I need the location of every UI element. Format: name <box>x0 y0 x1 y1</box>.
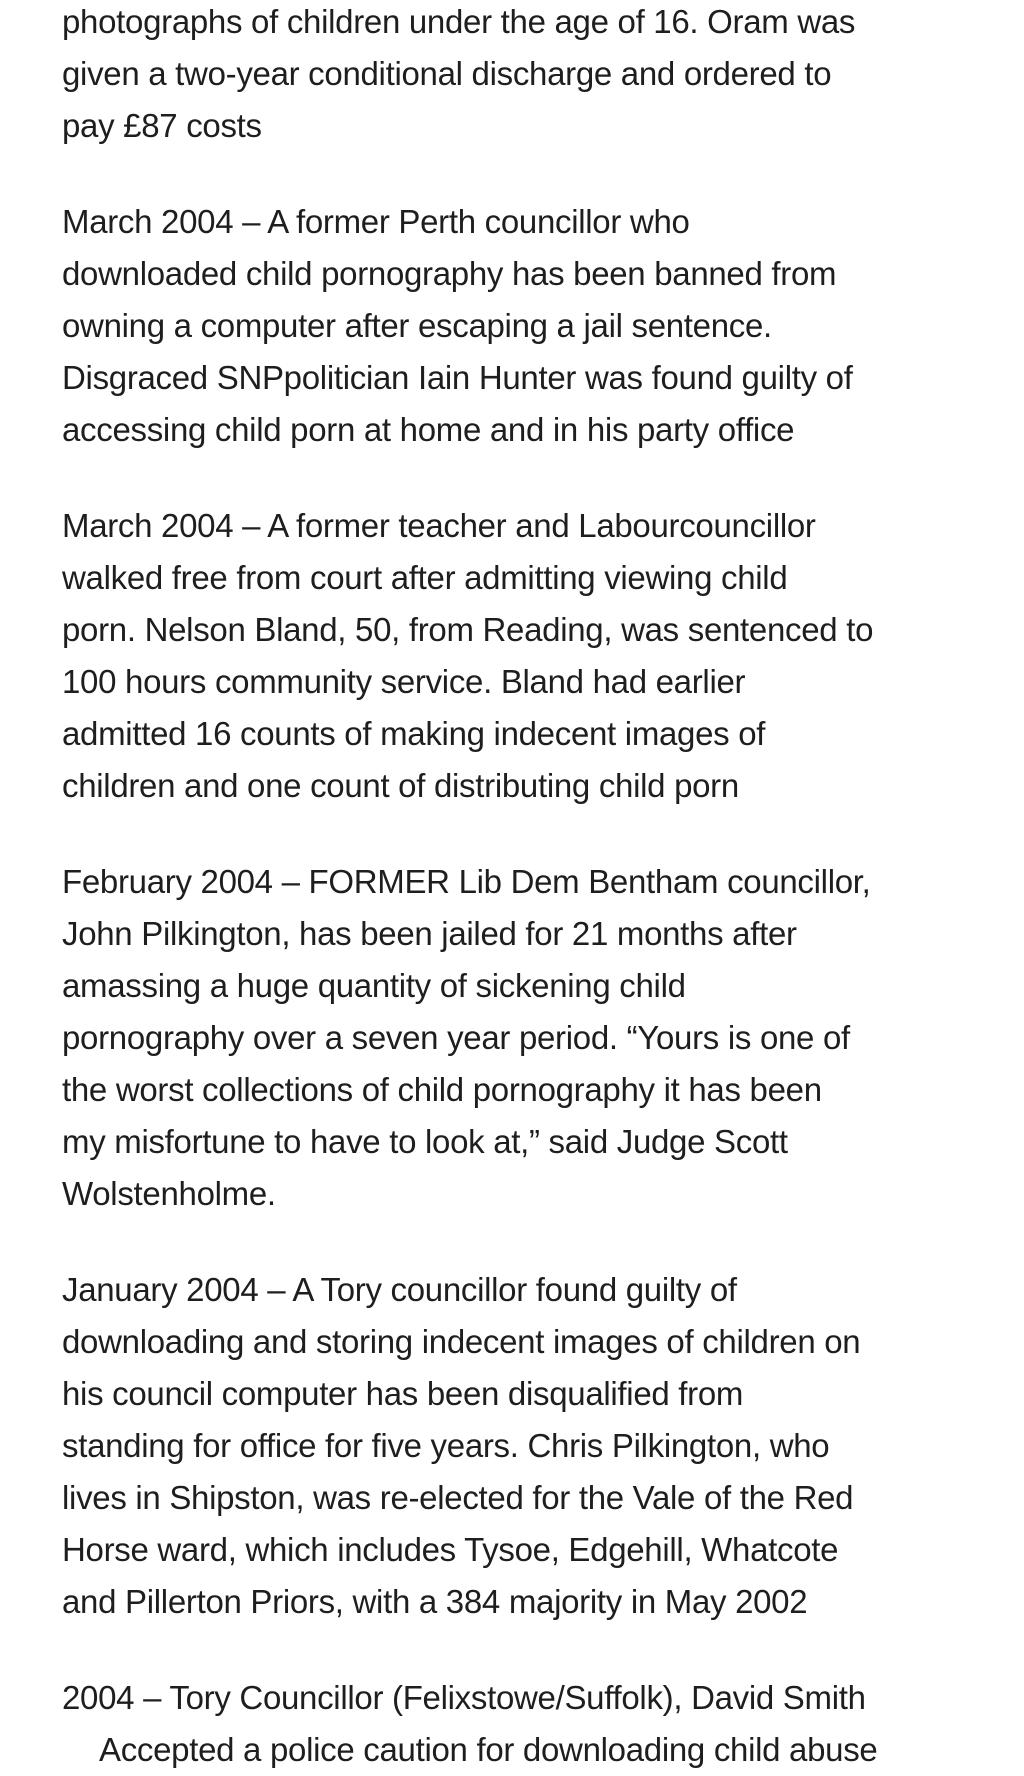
text-line: 2004 – Tory Councillor (Felixstowe/Suffolk), David Smith <box>62 1679 866 1716</box>
text-line: downloading and storing indecent images of children on <box>62 1323 861 1360</box>
paragraph <box>62 0 994 152</box>
text-line: amassing a huge quantity of sickening child <box>62 967 686 1004</box>
text-line: his council computer has been disqualified from <box>62 1375 744 1412</box>
text-line: March 2004 – A former Perth councillor who <box>62 203 690 240</box>
text-line: February 2004 – FORMER Lib Dem Bentham councillor, <box>62 863 871 900</box>
document-text <box>62 0 994 1776</box>
text-line: Disgraced SNPpolitician Iain Hunter was found guilty of <box>62 359 853 396</box>
text-line: children and one count of distributing child porn <box>62 767 739 804</box>
text-line: standing for office for five years. Chris Pilkington, who <box>62 1427 830 1464</box>
text-line: Horse ward, which includes Tysoe, Edgehill, Whatcote <box>62 1531 839 1568</box>
text-line: admitted 16 counts of making indecent images of <box>62 715 766 752</box>
text-line: the worst collections of child pornography it has been <box>62 1071 822 1108</box>
text-line: lives in Shipston, was re-elected for the Vale of the Red <box>62 1479 854 1516</box>
text-line: my misfortune to have to look at,” said Judge Scott <box>62 1123 788 1160</box>
text-line: owning a computer after escaping a jail sentence. <box>62 307 772 344</box>
text-line: downloaded child pornography has been banned from <box>62 255 837 292</box>
paragraph <box>62 1264 994 1628</box>
text-line: walked free from court after admitting viewing child <box>62 559 788 596</box>
text-line: accessing child porn at home and in his party office <box>62 411 795 448</box>
paragraph <box>62 500 994 812</box>
paragraph <box>62 856 994 1220</box>
paragraph <box>62 196 994 456</box>
text-line: January 2004 – A Tory councillor found guilty of <box>62 1271 737 1308</box>
text-line: given a two-year conditional discharge and ordered to <box>62 55 832 92</box>
text-line: Wolstenholme. <box>62 1175 276 1212</box>
text-line: pay £87 costs <box>62 107 262 144</box>
paragraph <box>62 1672 994 1776</box>
text-line: Accepted a police caution for downloading child abuse <box>99 1731 878 1768</box>
text-line: photographs of children under the age of 16. Oram was <box>62 3 856 40</box>
text-line: and Pillerton Priors, with a 384 majority in May 2002 <box>62 1583 808 1620</box>
text-line: 100 hours community service. Bland had earlier <box>62 663 746 700</box>
text-line: porn. Nelson Bland, 50, from Reading, was sentenced to <box>62 611 874 648</box>
text-line: pornography over a seven year period. “Yours is one of <box>62 1019 850 1056</box>
text-line: March 2004 – A former teacher and Labourcouncillor <box>62 507 816 544</box>
text-line: John Pilkington, has been jailed for 21 months after <box>62 915 797 952</box>
